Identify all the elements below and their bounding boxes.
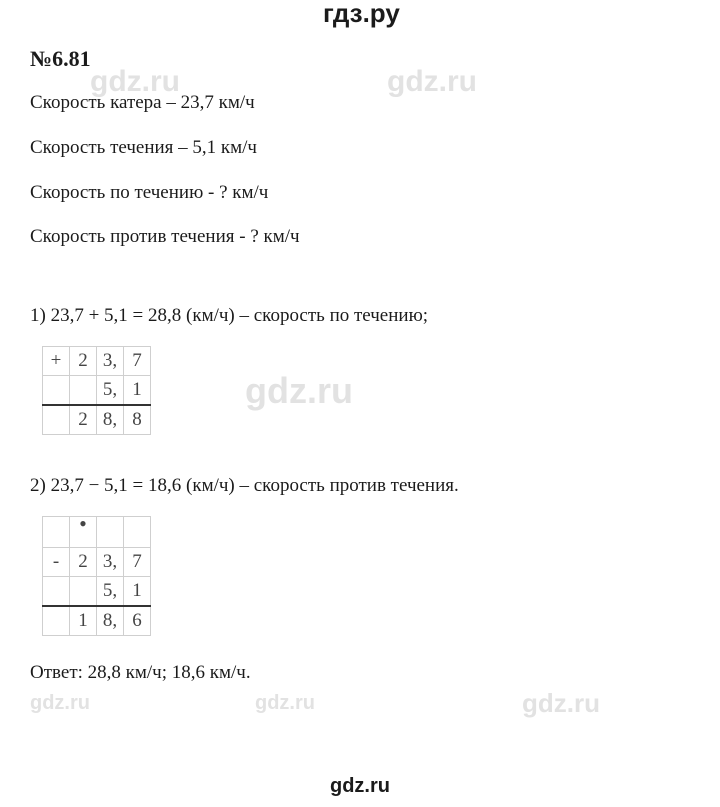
- condition-line-2: Скорость течения – 5,1 км/ч: [30, 136, 257, 158]
- condition-line-4: Скорость против течения - ? км/ч: [30, 226, 300, 248]
- digit-cell: 5,: [97, 576, 124, 606]
- table-row-carry: [43, 516, 151, 547]
- watermark: gdz.ru: [255, 692, 315, 714]
- table-row: [43, 375, 151, 405]
- digit-cell: 1: [124, 576, 151, 606]
- operator-addition: +: [43, 346, 70, 375]
- column-subtraction-table: [42, 510, 151, 636]
- site-logo-watermark: гдз.ру: [323, 0, 400, 28]
- carry-cell: [97, 516, 124, 547]
- table-row: [43, 547, 151, 576]
- digit-cell: 2: [70, 405, 97, 435]
- operator-placeholder: [43, 576, 70, 606]
- digit-cell: 1: [124, 375, 151, 405]
- watermark: gdz.ru: [245, 370, 353, 411]
- digit-cell: 8: [124, 405, 151, 435]
- carry-pad: [43, 516, 70, 547]
- carry-cell: [124, 516, 151, 547]
- digit-cell: 3,: [97, 346, 124, 375]
- task-number: №6.81: [30, 46, 91, 71]
- condition-line-1: Скорость катера – 23,7 км/ч: [30, 92, 255, 113]
- solution-content: [30, 0, 690, 685]
- watermark: gdz.ru: [30, 692, 90, 714]
- table-row-result: [43, 606, 151, 636]
- condition-line-3: Скорость по течению - ? км/ч: [30, 181, 269, 203]
- digit-cell: 2: [70, 346, 97, 375]
- watermark: gdz.ru: [90, 65, 180, 98]
- watermark-bottom: gdz.ru: [330, 775, 390, 797]
- result-pad: [43, 606, 70, 636]
- digit-cell: [70, 576, 97, 606]
- digit-cell: 7: [124, 346, 151, 375]
- result-pad: [43, 405, 70, 435]
- answer-line: Ответ: 28,8 км/ч; 18,6 км/ч.: [30, 661, 251, 683]
- watermark: gdz.ru: [387, 65, 477, 98]
- digit-cell: 6: [124, 606, 151, 636]
- digit-cell: 5,: [97, 375, 124, 405]
- watermark: gdz.ru: [522, 688, 600, 718]
- step-2-text: 2) 23,7 − 5,1 = 18,6 (км/ч) – скорость против течения.: [30, 474, 459, 496]
- operator-subtraction: -: [43, 547, 70, 576]
- operator-placeholder: [43, 375, 70, 405]
- digit-cell: 2: [70, 547, 97, 576]
- table-row-result: [43, 405, 151, 435]
- column-addition-table: [42, 346, 151, 435]
- digit-cell: [70, 375, 97, 405]
- borrow-dot: •: [70, 516, 97, 547]
- table-row: [43, 576, 151, 606]
- digit-cell: 7: [124, 547, 151, 576]
- digit-cell: 1: [70, 606, 97, 636]
- table-row: [43, 346, 151, 375]
- digit-cell: 8,: [97, 405, 124, 435]
- digit-cell: 8,: [97, 606, 124, 636]
- digit-cell: 3,: [97, 547, 124, 576]
- step-1-text: 1) 23,7 + 5,1 = 28,8 (км/ч) – скорость по течению;: [30, 305, 429, 327]
